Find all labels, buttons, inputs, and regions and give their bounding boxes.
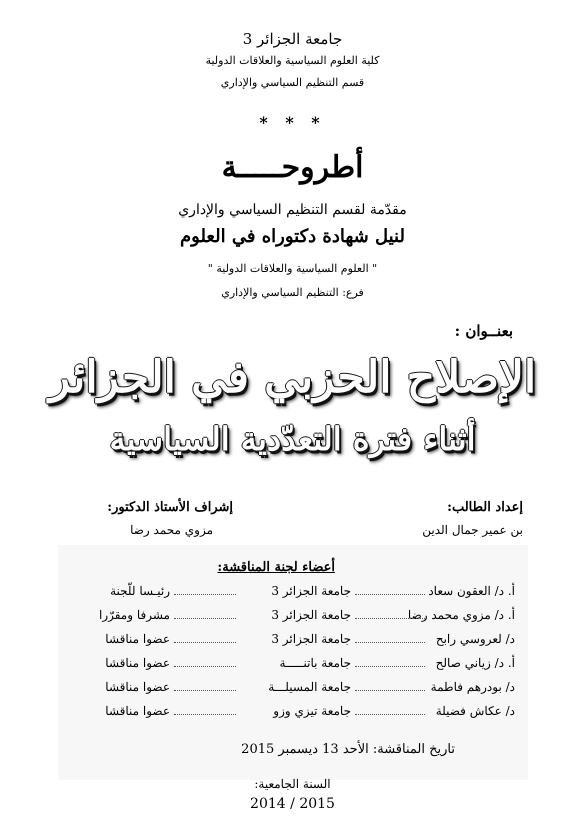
dotted-leader — [355, 608, 425, 619]
jury-member-role: عضوا مناقشا — [105, 680, 170, 694]
jury-member-university: جامعة تيزي وزو — [273, 704, 351, 718]
thesis-title-line-2: أثناء فترة التعدّدية السياسية — [109, 420, 476, 458]
jury-member-role: مشرفا ومقرّرا — [98, 608, 170, 622]
jury-row — [60, 584, 515, 608]
separator-stars: * * * — [259, 113, 326, 132]
jury-member-role: عضوا مناقشا — [105, 632, 170, 646]
jury-row — [60, 632, 515, 656]
jury-member-name: د/ عكاش فضيلة — [435, 704, 515, 718]
academic-year: 2015 / 2014 — [250, 796, 335, 812]
jury-member-name: أ. د/ مزوي محمد رضا — [407, 608, 515, 622]
academic-year-label: السنة الجامعية: — [254, 777, 331, 791]
dotted-leader — [355, 704, 425, 715]
dotted-leader — [355, 680, 425, 691]
jury-member-university: جامعة المسيلـــة — [268, 680, 351, 694]
jury-member-university: جامعة الجزائر 3 — [271, 608, 351, 622]
jury-member-university: جامعة الجزائر 3 — [271, 632, 351, 646]
dotted-leader — [174, 704, 236, 715]
student-name: بن عمير جمال الدين — [422, 523, 523, 537]
branch-line: فرع: التنظيم السياسي والإداري — [221, 286, 364, 299]
jury-members-list — [60, 584, 515, 728]
jury-member-role: عضوا مناقشا — [105, 704, 170, 718]
dotted-leader — [174, 656, 236, 667]
field-line: " العلوم السياسية والعلاقات الدولية " — [207, 262, 378, 275]
jury-member-name: د/ لعروسي رابح — [435, 632, 515, 646]
faculty-name: كلية العلوم السياسية والعلاقات الدولية — [205, 54, 380, 67]
supervisor-name: مزوي محمد رضا — [130, 523, 213, 537]
jury-member-role: رئيـسا للّجنة — [110, 584, 170, 598]
presented-to: مقدّمة لقسم التنظيم السياسي والإداري — [178, 202, 407, 218]
jury-member-name: أ. د/ العقون سعاد — [428, 584, 515, 598]
jury-row — [60, 608, 515, 632]
dotted-leader — [355, 632, 425, 643]
jury-member-name: د/ بودرهم فاطمة — [430, 680, 515, 694]
university-name: جامعة الجزائر 3 — [242, 30, 343, 48]
defense-date: تاريخ المناقشة: الأحد 13 ديسمبر 2015 — [241, 742, 455, 757]
dotted-leader — [174, 608, 236, 619]
supervisor-label: إشراف الأستاذ الدكتور: — [107, 500, 233, 515]
thesis-title-line-1: الإصلاح الحزبي في الجزائر — [48, 352, 537, 403]
jury-title: أعضاء لجنة المناقشة: — [217, 560, 335, 575]
jury-row — [60, 680, 515, 704]
student-label: إعداد الطالب: — [447, 500, 523, 515]
jury-member-university: جامعة باتنـــــة — [279, 656, 351, 670]
dotted-leader — [355, 656, 425, 667]
jury-row — [60, 656, 515, 680]
dotted-leader — [174, 584, 236, 595]
jury-member-name: أ. د/ زياني صالح — [435, 656, 515, 670]
jury-row — [60, 704, 515, 728]
dotted-leader — [174, 632, 236, 643]
thesis-type: أطروحـــــة — [221, 150, 364, 185]
title-label: بعنــوان : — [454, 322, 513, 340]
dotted-leader — [174, 680, 236, 691]
dotted-leader — [355, 584, 425, 595]
jury-member-role: عضوا مناقشا — [105, 656, 170, 670]
degree-line: لنيل شهادة دكتوراه في العلوم — [180, 226, 405, 247]
department-name: قسم التنظيم السياسي والإداري — [220, 76, 365, 89]
jury-member-university: جامعة الجزائر 3 — [271, 584, 351, 598]
